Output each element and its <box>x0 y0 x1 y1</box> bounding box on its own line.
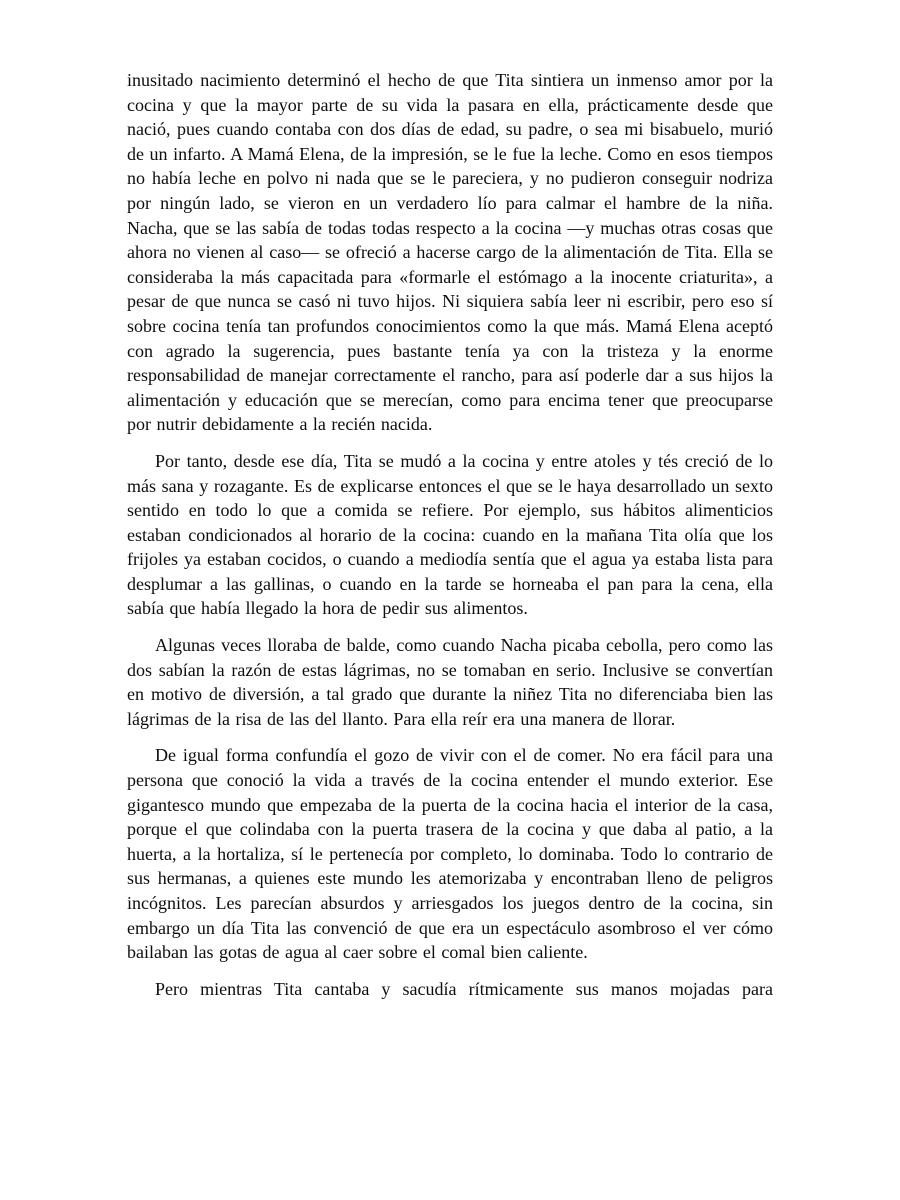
paragraph-de-igual-forma: De igual forma confundía el gozo de vivir con el de comer. No era fácil para una persona que conoció la vida a través de la cocina entender el mundo exterior. Ese gigantesco mundo que empezaba de la puerta de la cocina hacia el interior de la casa, porque el que colindaba con la puerta trasera de la cocina y que daba al patio, a la huerta, a la hortaliza, sí le pertenecía por completo, lo dominaba. Todo lo contrario de sus hermanas, a quienes este mundo les atemorizaba y encontraban lleno de peligros incógnitos. Les parecían absurdos y arriesgados los juegos dentro de la cocina, sin embargo un día Tita las convenció de que era un espectáculo asombroso el ver cómo bailaban las gotas de agua al caer sobre el comal bien caliente. <box>127 745 773 963</box>
paragraph-continuation: inusitado nacimiento determinó el hecho de que Tita sintiera un inmenso amor por la cocina y que la mayor parte de su vida la pasara en ella, prácticamente desde que nació, pues cuando contaba con dos días de edad, su padre, o sea mi bisabuelo, murió de un infarto. A Mamá Elena, de la impresión, se le fue la leche. Como en esos tiempos no había leche en polvo ni nada que se le pareciera, y no pudieron conseguir nodriza por ningún lado, se vieron en un verdadero lío para calmar el hambre de la niña. Nacha, que se las sabía de todas todas respecto a la cocina —y muchas otras cosas que ahora no vienen al caso— se ofreció a hacerse cargo de la alimentación de Tita. Ella se consideraba la más capacitada para «formarle el estómago a la inocente criaturita», a pesar de que nunca se casó ni tuvo hijos. Ni siquiera sabía leer ni escribir, pero eso sí sobre cocina tenía tan profundos conocimientos como la que más. Mamá Elena aceptó con agrado la sugerencia, pues bastante tenía ya con la tristeza y la enorme responsabilidad de manejar correctamente el rancho, para así poderle dar a sus hijos la alimentación y educación que se merecían, como para encima tener que preocuparse por nutrir debidamente a la recién nacida. <box>127 70 773 435</box>
paragraph-pero-mientras: Pero mientras Tita cantaba y sacudía rítmicamente sus manos mojadas para <box>155 978 773 999</box>
paragraph-por-tanto: Por tanto, desde ese día, Tita se mudó a la cocina y entre atoles y tés creció de lo más sana y rozagante. Es de explicarse entonces el que se le haya desarrollado un sexto sentido en todo lo que a comida se refiere. Por ejemplo, sus hábitos alimenticios estaban condicionados al horario de la cocina: cuando en la mañana Tita olía que los frijoles ya estaban cocidos, o cuando a mediodía sentía que el agua ya estaba lista para desplumar a las gallinas, o cuando en la tarde se horneaba el pan para la cena, ella sabía que había llegado la hora de pedir sus alimentos. <box>127 450 773 619</box>
paragraph-algunas-veces: Algunas veces lloraba de balde, como cuando Nacha picaba cebolla, pero como las dos sabían la razón de estas lágrimas, no se tomaban en serio. Inclusive se convertían en motivo de diversión, a tal grado que durante la niñez Tita no diferenciaba bien las lágrimas de la risa de las del llanto. Para ella reír era una manera de llorar. <box>127 635 773 729</box>
